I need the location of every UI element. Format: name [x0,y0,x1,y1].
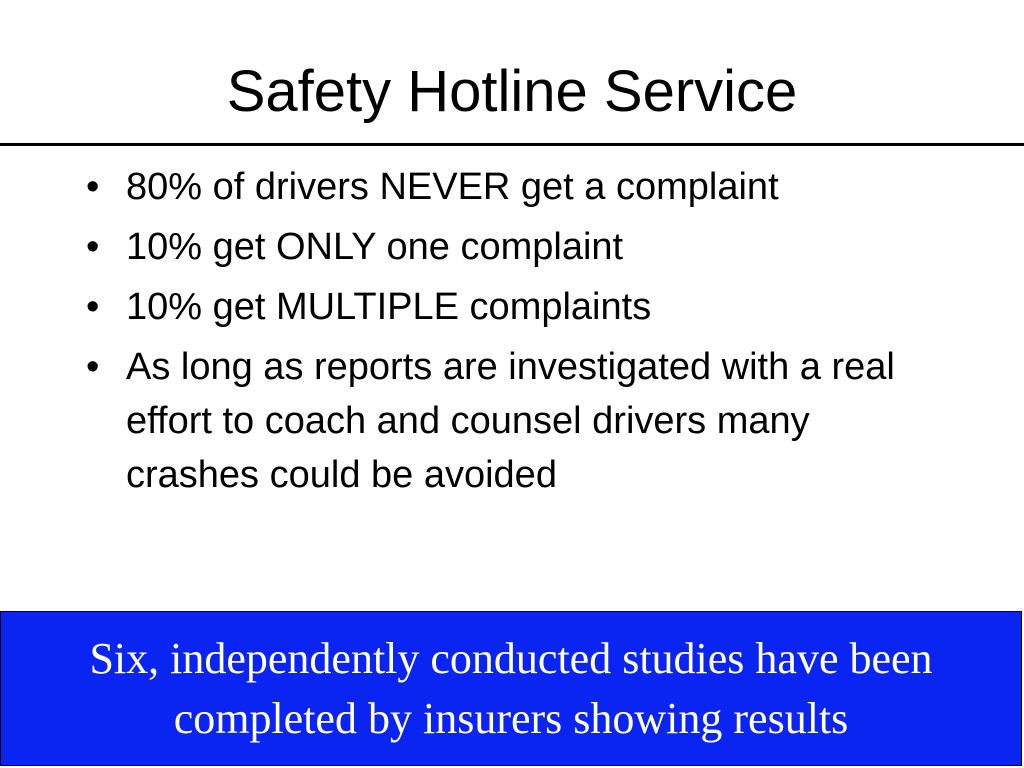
bullet-icon: • [86,286,100,328]
list-item [86,220,946,274]
callout-text: Six, independently conducted studies have been completed by insurers showing results [89,633,933,743]
list-item [86,160,946,214]
bullet-text: 10% get ONLY one complaint [126,226,624,268]
bullet-list [86,160,946,508]
list-item [86,340,946,502]
bullet-icon: • [86,346,100,388]
slide-title: Safety Hotline Service [226,59,798,124]
bullet-text: As long as reports are investigated with a real effort to coach and counsel drivers many crashes could be avoided [126,346,895,496]
title-divider [0,143,1024,146]
bullet-text: 80% of drivers NEVER get a complaint [126,166,779,208]
callout-banner [0,611,1022,766]
list-item [86,280,946,334]
bullet-icon: • [86,166,100,208]
bullet-icon: • [86,226,100,268]
bullet-text: 10% get MULTIPLE complaints [126,286,652,328]
